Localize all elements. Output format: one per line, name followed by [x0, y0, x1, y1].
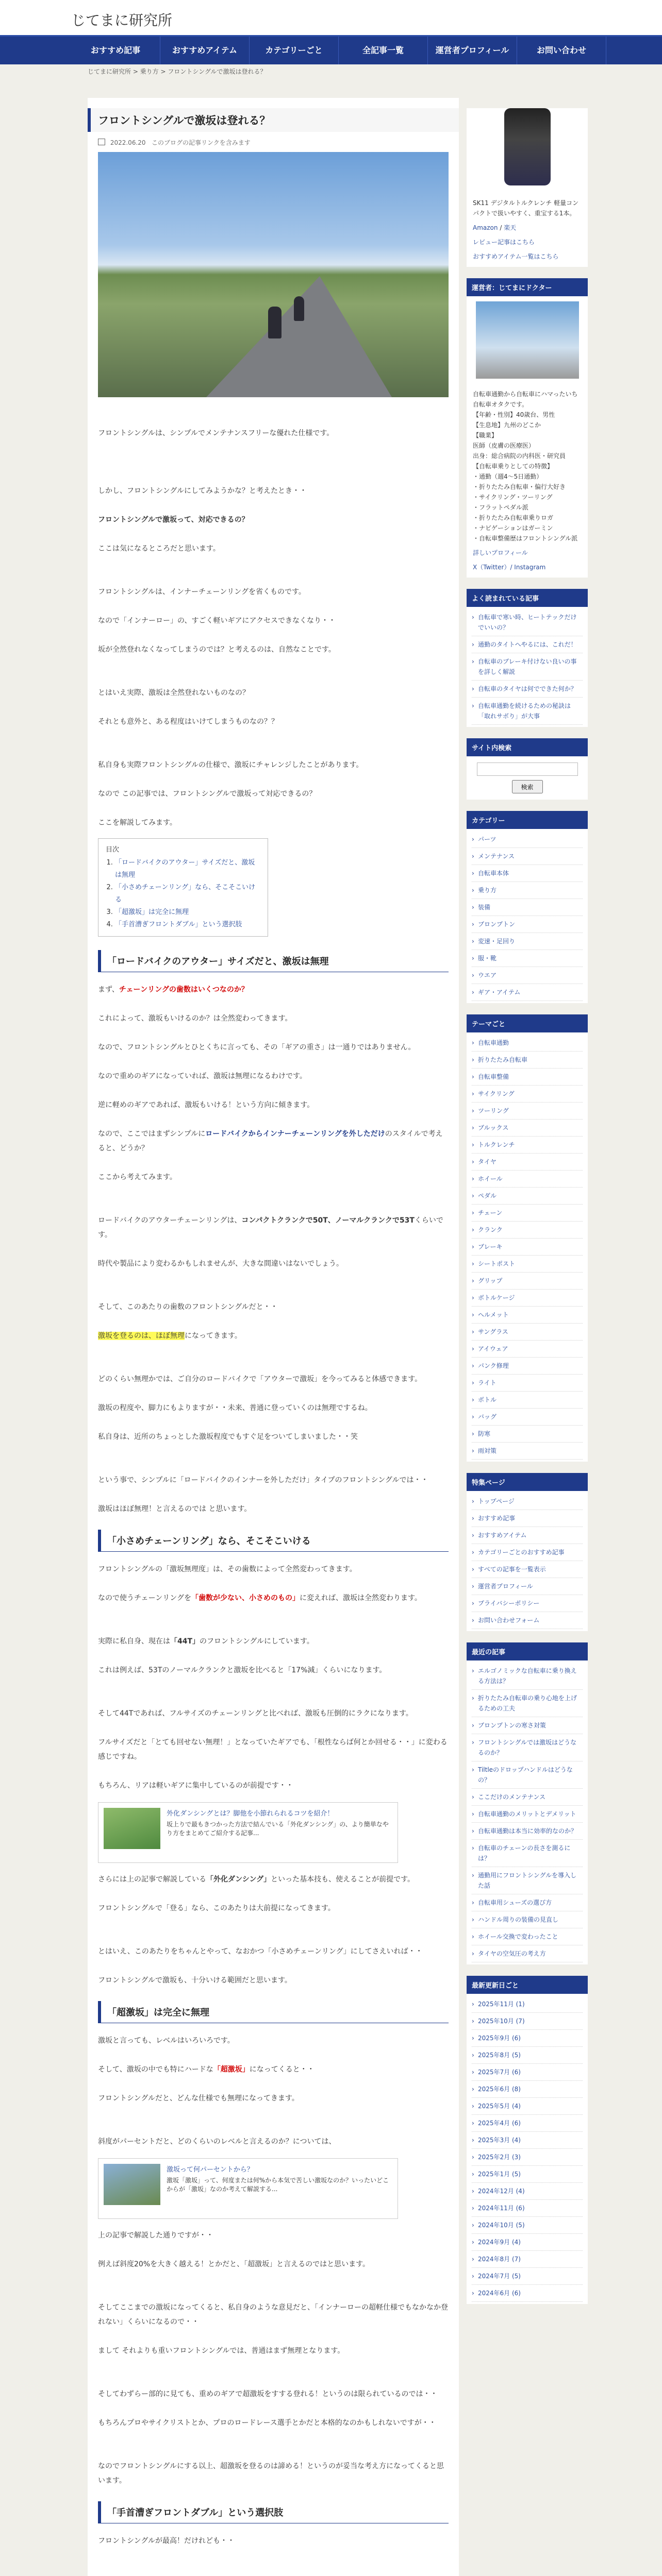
archive-link[interactable]: 2025年1月 (5) — [478, 2171, 521, 2178]
theme-link[interactable]: クランク — [478, 1226, 503, 1233]
theme-link[interactable]: ツーリング — [478, 1107, 509, 1114]
category-link[interactable]: ウエア — [478, 972, 497, 979]
archive-link[interactable]: 2025年10月 (7) — [478, 2018, 525, 2025]
theme-link[interactable]: タイヤ — [478, 1158, 496, 1165]
archive-link[interactable]: 2024年10月 (5) — [478, 2222, 525, 2229]
paragraph: 上の記事で解説した通りですが・・ — [98, 2231, 213, 2240]
table-of-contents — [98, 838, 268, 937]
widget-title: 最新更新日ごと — [467, 1976, 588, 1994]
paragraph: なので「インナーロー」の、すごく軽いギアにアクセスできなくなり・・ — [98, 617, 336, 625]
pickup-link[interactable]: お問い合わせフォーム — [478, 1617, 540, 1624]
nav-item-all-posts[interactable]: 全記事一覧 — [339, 37, 428, 64]
archive-link[interactable]: 2024年6月 (6) — [478, 2290, 521, 2297]
text: に変えれば、激坂は全然変わります。 — [300, 1594, 422, 1602]
emphasis-red: チェーンリングの歯数はいくつなのか？ — [119, 986, 249, 994]
recent-post-link[interactable]: 自転車通勤は本当に効率的なのか？ — [478, 1827, 577, 1835]
text: くらいです。 — [98, 1216, 443, 1239]
archive-link[interactable]: 2024年8月 (7) — [478, 2256, 521, 2263]
archive-link[interactable]: 2024年11月 (6) — [478, 2205, 525, 2212]
archive-link[interactable]: 2025年4月 (6) — [478, 2120, 521, 2127]
theme-link[interactable]: 雨対策 — [478, 1447, 497, 1454]
social-links[interactable]: X（Twitter）/ Instagram — [473, 564, 546, 571]
paragraph: 私自身も実際フロントシングルの仕様で、激坂にチャレンジしたことがあります。 — [98, 761, 363, 769]
theme-link[interactable]: チェーン — [478, 1209, 503, 1216]
amazon-link[interactable]: Amazon — [473, 224, 498, 231]
hero-image — [98, 152, 449, 397]
recent-post-link[interactable]: 通勤用にフロントシングルを導入した話 — [478, 1872, 577, 1889]
recent-post-link[interactable]: ブロンプトンの寒さ対策 — [478, 1722, 547, 1729]
paragraph: なので重めのギアになっていれば、激坂は無理になるわけです。 — [98, 1072, 307, 1080]
archive-link[interactable]: 2025年2月 (3) — [478, 2154, 521, 2161]
paragraph: フロントシングルは、シンプルでメンテナンスフリーな優れた仕様です。 — [98, 429, 334, 437]
review-link[interactable]: レビュー記事はこちら — [473, 239, 535, 246]
emphasis-red: 「超激坂」 — [213, 2065, 250, 2074]
popular-posts-widget — [467, 589, 588, 727]
paragraph: ここは気になるところだと思います。 — [98, 545, 220, 553]
toc-link[interactable]: 「小さめチェーンリング」なら、そこそこいける — [115, 884, 256, 904]
theme-link[interactable]: サングラス — [478, 1328, 508, 1335]
category-link[interactable]: 変速・足回り — [478, 938, 516, 945]
profile-line: ・ナビゲーションはガーミン — [473, 524, 553, 532]
paragraph: フロントシングルが最高！だけれども・・ — [98, 2537, 235, 2545]
text: といった基本技も、使えることが前提です。 — [271, 1875, 415, 1884]
site-title[interactable]: じてまに研究所 — [71, 12, 173, 29]
paragraph: 斜度がパーセントだと、どのくらいのレベルと言えるのか？については、 — [98, 2138, 336, 2146]
emphasis-bold: 「外化ダンシング」 — [206, 1875, 271, 1884]
card-description: 坂上りで最もきつかった方法で結んでいる「外化ダンシング」の、より簡単なやり方をまとめてご紹介する記事... — [167, 1821, 389, 1837]
archive-link[interactable]: 2024年12月 (4) — [478, 2188, 525, 2195]
toc-link[interactable]: 「手首漕ぎフロントダブル」という選択肢 — [115, 921, 242, 928]
emphasis-bold: コンパクトクランクで50T、ノーマルクランクで53T — [241, 1216, 415, 1225]
theme-link[interactable]: 防寒 — [478, 1430, 491, 1437]
text: なので、ここではまずシンプルに — [98, 1130, 206, 1138]
theme-link[interactable]: サイクリング — [478, 1090, 515, 1097]
recent-post-link[interactable]: ホイール交換で変わったこと — [478, 1933, 558, 1940]
popular-post-link[interactable]: 自転車で寒い時、ヒートテックだけでいいの？ — [478, 614, 577, 631]
profile-line: ・折りたたみ自転車乗りロガ — [473, 514, 554, 521]
nav-item-profile[interactable]: 運営者プロフィール — [428, 37, 517, 64]
rakuten-link[interactable]: 楽天 — [504, 224, 517, 231]
card-description: 激坂「激坂」って、何度または何%から本気で苦しい激坂なのか？いったいどこからが「激坂」なのか考えて解説する... — [167, 2177, 389, 2193]
nav-item-contact[interactable]: お問い合わせ — [517, 37, 606, 64]
search-widget — [467, 738, 588, 800]
theme-link[interactable]: グリップ — [478, 1277, 503, 1284]
theme-link[interactable]: シートポスト — [478, 1260, 516, 1267]
recent-post-link[interactable]: ハンドル周りの装備の見直し — [478, 1916, 559, 1923]
text: になってくると・・ — [249, 2065, 315, 2074]
calendar-icon — [98, 139, 105, 145]
popular-post-link[interactable]: 自転車通勤を続けるための秘訣は「取れサボり」が大事 — [478, 702, 571, 720]
paragraph — [98, 1127, 449, 1156]
widget-title: テーマごと — [467, 1014, 588, 1032]
archive-link[interactable]: 2025年3月 (4) — [478, 2137, 521, 2144]
paragraph: そしてわずらー部的に見ても、重めのギアで超激坂をすする登れる！というのは限られているのでは・・ — [98, 2390, 438, 2398]
pickup-widget — [467, 1473, 588, 1631]
cyclist-shape — [294, 296, 304, 321]
category-widget — [467, 811, 588, 1003]
paragraph: 坂が全然登れなくなってしまうのでは？と考えるのは、自然なことです。 — [98, 646, 336, 654]
theme-link[interactable]: ブルックス — [478, 1124, 509, 1131]
theme-link[interactable]: ヘルメット — [478, 1311, 509, 1318]
archive-link[interactable]: 2024年7月 (5) — [478, 2273, 521, 2280]
section-heading: 「ロードバイクのアウター」サイズだと、激坂は無理 — [98, 950, 449, 972]
paragraph: ここから考えてみます。 — [98, 1173, 177, 1181]
paragraph: まして それよりも重いフロントシングルでは、普通はまず無理となります。 — [98, 2347, 345, 2355]
widget-title: 特集ページ — [467, 1473, 588, 1491]
recent-post-link[interactable]: 自転車用シューズの選び方 — [478, 1899, 552, 1906]
global-nav — [0, 35, 662, 64]
paragraph — [98, 1872, 449, 1887]
theme-link[interactable]: アイウェア — [478, 1345, 508, 1352]
site-header — [0, 0, 662, 35]
paragraph: とはいえ実際、激坂は全然登れないものなの？ — [98, 689, 250, 697]
theme-link[interactable]: 折りたたみ自転車 — [478, 1056, 528, 1063]
recent-post-link[interactable]: エルゴノミックな自転車に乗り換える方法は？ — [478, 1667, 577, 1685]
theme-link[interactable]: ペダル — [478, 1192, 497, 1199]
marker-highlight: 激坂を登るのは、ほぼ無理 — [98, 1332, 185, 1340]
pickup-link[interactable]: カテゴリーごとのおすすめ記事 — [478, 1549, 565, 1556]
popular-post-link[interactable]: 通勤のタイトへやるには、これだ！ — [478, 641, 577, 648]
widget-title: サイト内検索 — [467, 738, 588, 756]
category-link[interactable]: パーツ — [478, 836, 496, 843]
theme-link[interactable]: パンク修理 — [478, 1362, 509, 1369]
paragraph: フルサイズだと「とても回せない無理！」となっていたギアでも、「根性ならば何とか回せる・・」に変わる感じですね。 — [98, 1738, 448, 1761]
paragraph: これによって、激坂もいけるのか？は全然変わってきます。 — [98, 1014, 292, 1023]
theme-link[interactable]: ホイール — [478, 1175, 503, 1182]
profile-widget — [467, 278, 588, 578]
product-caption: SK11 デジタルトルクレンチ 軽量コンパクトで扱いやすく、重宝する1本。 — [473, 199, 579, 217]
theme-link[interactable]: バッグ — [478, 1413, 497, 1420]
widget-title: カテゴリー — [467, 811, 588, 829]
page-title: フロントシングルで激坂は登れる？ — [88, 108, 459, 132]
paragraph — [98, 1329, 449, 1343]
card-title[interactable]: 外化ダンシングとは？脚他を小節れられるコツを紹介！ — [167, 1810, 334, 1818]
recent-post-link[interactable]: ここだけのメンテナンス — [478, 1793, 546, 1801]
toc-title: 目次 — [106, 846, 120, 854]
post-notice: このブログの記事リンクを含みます — [152, 139, 251, 146]
profile-line: ・折りたたみ自転車・偏行大好き — [473, 483, 566, 490]
paragraph: そして、このあたりの歯数のフロントシングルだと・・ — [98, 1303, 278, 1311]
search-button[interactable]: 検索 — [512, 780, 543, 793]
profile-line: 【職業】 — [473, 432, 498, 439]
paragraph — [98, 982, 449, 997]
paragraph: 時代や製品により変わるかもしれませんが、大きな間違いはないでしょう。 — [98, 1260, 343, 1268]
profile-line: 出身：総合病院の内科医・研究員 — [473, 452, 566, 460]
emphasis-bold: ロードバイクからインナーチェーンリングを外しただけ — [205, 1130, 385, 1138]
pickup-link[interactable]: トップページ — [478, 1498, 515, 1505]
theme-widget — [467, 1014, 588, 1462]
paragraph: フロントシングルだと、どんな仕様でも無理になってきます。 — [98, 2094, 299, 2103]
lead-question: フロントシングルで激坂って、対応できるの？ — [98, 516, 249, 524]
archive-link[interactable]: 2025年5月 (4) — [478, 2103, 521, 2110]
pickup-link[interactable]: 運営者プロフィール — [478, 1583, 533, 1590]
paragraph — [98, 1213, 449, 1242]
text: になってきます。 — [185, 1332, 242, 1340]
cyclist-shape — [268, 307, 282, 338]
paragraph: なので、フロントシングルとひとくちに言っても、その「ギアの重さ」は一通りではありません。 — [98, 1043, 416, 1052]
paragraph: そして44Tであれば、フルサイズのチェーンリングと比べれば、激坂も圧倒的にラクになります。 — [98, 1709, 413, 1718]
paragraph: フロントシングルは、インナーチェーンリングを省くものです。 — [98, 588, 306, 596]
search-input[interactable] — [477, 762, 578, 776]
archive-link[interactable]: 2025年11月 (1) — [478, 2001, 525, 2008]
nav-item-recommended[interactable]: おすすめ記事 — [71, 37, 160, 64]
section-heading: 「小さめチェーンリング」なら、そこそこいける — [98, 1530, 449, 1552]
archive-widget — [467, 1976, 588, 2304]
recent-post-link[interactable]: 折りたたみ自転車の乗り心地を上げるための工夫 — [478, 1694, 577, 1712]
paragraph: フロントシングルで激坂も、十分いける範囲だと思います。 — [98, 1976, 292, 1985]
paragraph: 激坂はほぼ無理！と言えるのでは と思います。 — [98, 1505, 252, 1513]
section-heading: 「超激坂」は完全に無理 — [98, 2001, 449, 2023]
theme-link[interactable]: ボトルケージ — [478, 1294, 515, 1301]
theme-link[interactable]: トルクレンチ — [478, 1141, 515, 1148]
recent-post-link[interactable]: 自転車通勤のメリットとデメリット — [478, 1810, 576, 1818]
widget-title: 最近の記事 — [467, 1642, 588, 1660]
paragraph: どのくらい無理かでは、ご自分のロードバイクで「アウターで激坂」を今ってみると体感できます。 — [98, 1375, 422, 1383]
toc-link[interactable]: 「超激坂」は完全に無理 — [115, 908, 189, 916]
popular-post-link[interactable]: 自転車のタイヤは何でできた何か？ — [478, 685, 577, 692]
nav-item-items[interactable]: おすすめアイテム — [160, 37, 250, 64]
related-post-card[interactable] — [98, 2158, 398, 2219]
theme-link[interactable]: 自転車通勤 — [478, 1039, 509, 1046]
paragraph: しかし、フロントシングルにしてみようかな？と考えたとき・・ — [98, 487, 307, 495]
theme-link[interactable]: ボトル — [478, 1396, 497, 1403]
card-thumbnail — [104, 1808, 160, 1849]
emphasis-bold: 「44T」 — [170, 1637, 200, 1646]
paragraph: そしてここまでの激坂になってくると、私自身のような意見だと、「インナーローの超軽仕様でもなかなか登れない」くらいになるので・・ — [98, 2303, 448, 2326]
text: のフロントシングルにしています。 — [200, 1637, 314, 1646]
profile-line: ・自転車整備歴はフロントシングル派 — [473, 535, 578, 542]
related-post-card[interactable] — [98, 1802, 398, 1863]
archive-link[interactable]: 2025年6月 (8) — [478, 2086, 521, 2093]
product-widget: SK11 デジタルトルクレンチ 軽量コンパクトで扱いやすく、重宝する1本。 Amazon / 楽天 レビュー記事はこちら おすすめアイテム一覧はこちら — [467, 108, 588, 267]
category-link[interactable]: ブロンプトン — [478, 921, 516, 928]
post-date: 2022.06.20 — [110, 139, 146, 146]
profile-text — [467, 384, 588, 578]
section-heading: 「手首漕ぎフロントダブル」という選択肢 — [98, 2501, 449, 2523]
breadcrumb[interactable]: じてまに研究所 > 乗り方 > フロントシングルで激坂は登れる？ — [88, 68, 267, 75]
product-image[interactable] — [504, 108, 551, 185]
profile-line: 【年齢・性別】40歳台、男性 — [473, 411, 555, 418]
profile-line: 自転車通勤から自転車にハマったいち自転車オタクです。 — [473, 391, 578, 408]
paragraph — [98, 1634, 449, 1649]
text: まず、 — [98, 986, 119, 994]
paragraph: フロントシングルで「登る」なら、このあたりは大前提になってきます。 — [98, 1904, 335, 1912]
paragraph — [98, 1591, 449, 1605]
profile-more-link[interactable]: 詳しいプロフィール — [473, 549, 528, 556]
paragraph: なのでフロントシングルにする以上、超激坂を登るのは諦める！というのが妥当な考え方になってくると思います。 — [98, 2462, 444, 2485]
post-meta — [88, 132, 459, 152]
toc-link[interactable]: 「ロードバイクのアウター」サイズだと、激坂は無理 — [115, 859, 255, 879]
category-link[interactable]: 自転車本体 — [478, 870, 509, 877]
nav-item-categories[interactable]: カテゴリーごと — [250, 37, 339, 64]
sidebar — [467, 98, 588, 2576]
profile-line: ・フラットペダル派 — [473, 504, 528, 511]
text: ロードバイクのアウターチェーンリングは、 — [98, 1216, 242, 1225]
archive-link[interactable]: 2025年9月 (6) — [478, 2035, 521, 2042]
profile-line: 【自転車乗りとしての特徴】 — [473, 463, 554, 470]
theme-link[interactable]: ライト — [478, 1379, 496, 1386]
paragraph: もちろん、リアは軽いギアに集中しているのが前提です・・ — [98, 1782, 293, 1790]
recent-post-link[interactable]: フロントシングルでは激坂はどうなるのか？ — [478, 1739, 577, 1756]
paragraph: 逆に軽めのギアであれば、激坂もいける！という方向に傾きます。 — [98, 1101, 315, 1109]
profile-line: ・通勤（週4〜5日通勤） — [473, 473, 543, 480]
category-link[interactable]: 装備 — [478, 904, 491, 911]
recommend-link[interactable]: おすすめアイテム一覧はこちら — [473, 253, 559, 260]
recent-post-link[interactable]: Tiltleのドロップハンドルはどうなの？ — [478, 1766, 573, 1784]
recent-post-link[interactable]: 自転車のチェーンの長さを測るには？ — [478, 1844, 571, 1862]
text: そして、激坂の中でも特にハードな — [98, 2065, 213, 2074]
text: なので使うチェーンリングを — [98, 1594, 192, 1602]
theme-link[interactable]: ブレーキ — [478, 1243, 503, 1250]
text: さらには上の記事で解説している — [98, 1875, 206, 1884]
profile-line: ・サイクリング・ツーリング — [473, 494, 553, 501]
archive-link[interactable]: 2024年9月 (4) — [478, 2239, 521, 2246]
paragraph: という事で、シンプルに「ロードバイクのインナーを外しただけ」タイプのフロントシングルでは・・ — [98, 1476, 428, 1484]
text: のスタイルで考えると、どうか？ — [98, 1130, 443, 1153]
recent-post-link[interactable]: タイヤの空気圧の考え方 — [478, 1950, 546, 1957]
paragraph: なので この記事では、フロントシングルで激坂って対応できるの？ — [98, 790, 317, 798]
theme-link[interactable]: 自転車整備 — [478, 1073, 509, 1080]
paragraph: とはいえ、このあたりをちゃんとやって、なおかつ「小さめチェーンリング」にしてさえいれば・・ — [98, 1947, 423, 1956]
archive-link[interactable]: 2025年8月 (5) — [478, 2052, 521, 2059]
card-thumbnail — [104, 2164, 160, 2205]
profile-line: 【生息地】九州のどこか — [473, 421, 541, 429]
paragraph: ここを解説してみます。 — [98, 819, 177, 827]
widget-title: 運営者：じてまにドクター — [467, 278, 588, 296]
paragraph: フロントシングルの「激坂無理度」は、その歯数によって全然変わってきます。 — [98, 1565, 357, 1573]
paragraph: それとも意外と、ある程度はいけてしまうものなの？？ — [98, 718, 278, 726]
profile-image — [476, 301, 579, 379]
paragraph: 激坂の程度や、脚力にもよりますが・・未来、普通に登っていくのは無理でするね。 — [98, 1404, 372, 1412]
category-link[interactable]: 乗り方 — [478, 887, 497, 894]
paragraph: これは例えば、53Tのノーマルクランクと激坂を比べると「17%減」くらいになります。 — [98, 1666, 387, 1674]
road-shape — [206, 276, 392, 397]
category-link[interactable]: メンテナンス — [478, 853, 515, 860]
paragraph: 激坂と言っても、レベルはいろいろです。 — [98, 2037, 235, 2045]
pickup-link[interactable]: プライバシーポリシー — [478, 1600, 540, 1607]
emphasis-red: 「歯数が少ない、小さめのもの」 — [191, 1594, 300, 1602]
profile-line: 医師（皮膚の医療医） — [473, 442, 535, 449]
text: 実際に私自身、現在は — [98, 1637, 170, 1646]
main-article — [88, 98, 459, 2576]
card-title[interactable]: 激坂って何パーセントから？ — [167, 2166, 254, 2174]
recent-posts-widget — [467, 1642, 588, 1964]
paragraph: 私自身は、近所のちょっとした激坂程度でもすぐ足をついてしまいました・・笑 — [98, 1433, 358, 1441]
pickup-link[interactable]: おすすめアイテム — [478, 1532, 527, 1539]
archive-link[interactable]: 2025年7月 (6) — [478, 2069, 521, 2076]
category-link[interactable]: 服・靴 — [478, 955, 497, 962]
widget-title: よく読まれている記事 — [467, 589, 588, 607]
popular-post-link[interactable]: 自転車のブレーキ付けない良いの事を詳しく解説 — [478, 658, 577, 675]
pickup-link[interactable]: すべての記事を一覧表示 — [478, 1566, 546, 1573]
paragraph: もちろんプロやサイクリストとか、プロのロードレース選手とかだと本格的なのかもしれないですが・・ — [98, 2419, 436, 2427]
paragraph — [98, 2062, 449, 2077]
pickup-link[interactable]: おすすめ記事 — [478, 1515, 516, 1522]
category-link[interactable]: ギア・アイテム — [478, 989, 521, 996]
paragraph: 例えば斜度20%を大きく越える！とかだと、「超激坂」と言えるのではと思います。 — [98, 2260, 370, 2268]
